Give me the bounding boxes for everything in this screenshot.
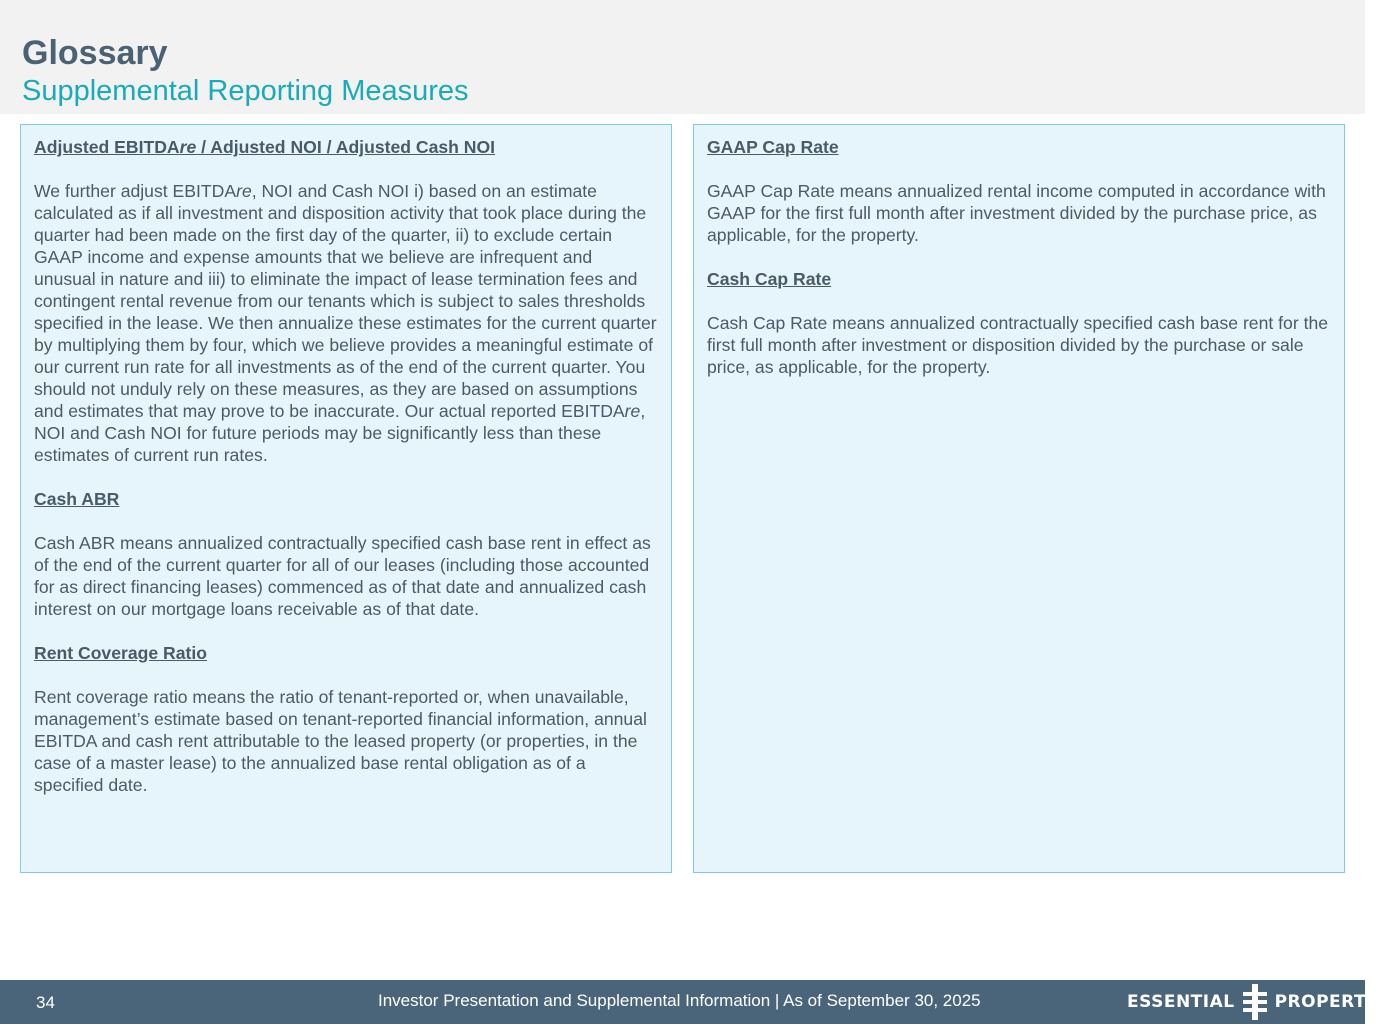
page-footer [0, 980, 1398, 1024]
page-title: Glossary [22, 34, 168, 72]
logo-text-left: ESSENTIAL [1127, 992, 1235, 1012]
definition-gaap-cap-rate: GAAP Cap Rate means annualized rental income computed in accordance with GAAP for the first full month after investment divided by the purchase price, as applicable, for the property. [707, 181, 1326, 245]
term-gaap-cap-rate: GAAP Cap Rate [707, 137, 839, 157]
term-cash-cap-rate: Cash Cap Rate [707, 269, 832, 289]
company-logo [1127, 984, 1398, 1020]
term-cash-abr: Cash ABR [34, 489, 120, 509]
page-number: 34 [36, 993, 55, 1012]
definition-cash-cap-rate: Cash Cap Rate means annualized contractually specified cash base rent for the first full month after investment or disposition divided by the purchase or sale price, as applicable, for the property. [707, 313, 1329, 377]
definition-rent-coverage-ratio: Rent coverage ratio means the ratio of tenant-reported or, when unavailable, management’s estimate based on tenant-reported financial information, annual EBITDA and cash rent attributable to the leased property (or properties, in the case of a master lease) to the annualized base rental obligation as of a specified date. [34, 687, 647, 795]
definition-adjusted-ebitdare: We further adjust EBITDAre, NOI and Cash NOI i) based on an estimate calculated as if all investment and disposition activity that took place during the quarter had been made on the first day of the quarter, ii) to exclude certain GAAP income and expense amounts that we believe are infrequent and unusual in nature and iii) to eliminate the impact of lease termination fees and contingent rental revenue from our tenants which is subject to sales thresholds specified in the lease. We then annualize these estimates for the current quarter by multiplying them by four, which we believe provides a meaningful estimate of our current run rate for all investments as of the end of the current quarter. You should not unduly rely on these measures, as they are based on assumptions and estimates that may prove to be inaccurate. Our actual reported EBITDAre, NOI and Cash NOI for future periods may be significantly less than these estimates of current run rates. [34, 181, 657, 465]
page-header [0, 0, 1365, 114]
term-adjusted-ebitdare: Adjusted EBITDAre / Adjusted NOI / Adjusted Cash NOI [34, 137, 496, 157]
page-subtitle: Supplemental Reporting Measures [22, 75, 469, 107]
logo-text-right: PROPERTIES [1274, 992, 1398, 1012]
footer-caption: Investor Presentation and Supplemental Information | As of September 30, 2025 [378, 991, 981, 1010]
essential-properties-mark-icon [1242, 984, 1268, 1020]
definition-cash-abr: Cash ABR means annualized contractually specified cash base rent in effect as of the end of the current quarter for all of our leases (including those accounted for as direct financing leases) commenced as of that date and annualized cash interest on our mortgage loans receivable as of that date. [34, 533, 651, 619]
glossary-panel-right [693, 124, 1345, 873]
glossary-panel-left [20, 124, 672, 873]
term-rent-coverage-ratio: Rent Coverage Ratio [34, 643, 208, 663]
